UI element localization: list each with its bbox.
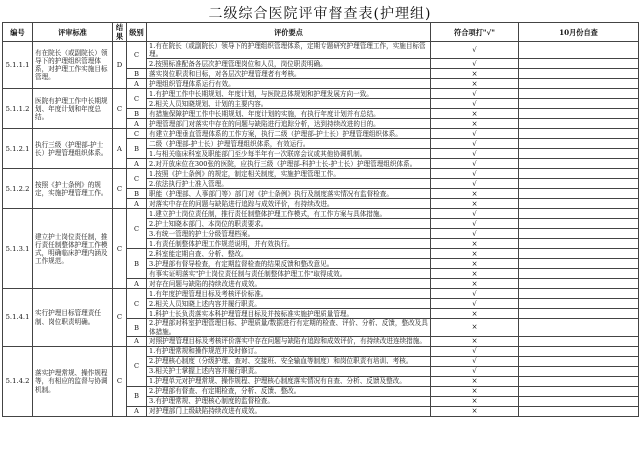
row-point: 职能（护理部、人事部门等）部门对《护士条例》执行及制度落实情况有监督检查。: [147, 189, 431, 199]
row-level: C: [127, 209, 147, 249]
row-point: 1.建立护士岗位责任制，推行责任制整体护理工作模式，有工作方案与具体措施。: [147, 209, 431, 219]
section-code: 5.1.3.1: [3, 209, 33, 289]
row-level: B: [127, 189, 147, 199]
row-point: 对照护理管理目标及考核评价落实中存在问题与缺陷有追踪和成效评价，有持续改进连续措施。: [147, 336, 431, 346]
section-code: 5.1.1.1: [3, 42, 33, 89]
row-level: C: [127, 89, 147, 109]
header-standard: 评审标准: [33, 23, 113, 42]
row-level: B: [127, 386, 147, 406]
section-standard: 实行护理目标管理责任制、岗位职责明确。: [33, 289, 113, 346]
row-point: 1.有护理工作中长期规划、年度计划，与医院总体规划和护理发展方向一致。: [147, 89, 431, 99]
section-standard: 落实护理常规、操作规程等，有相应的监督与协调机制。: [33, 346, 113, 416]
row-level: C: [127, 42, 147, 69]
row-point: 1.护理单元对护理常规、操作规程、护理核心制度落实情况有自查、分析、反馈及整改。: [147, 376, 431, 386]
header-result: 结果: [113, 23, 127, 42]
table-row: [3, 169, 639, 179]
row-self-eval-cell[interactable]: [519, 149, 639, 159]
row-check-mark[interactable]: ×: [431, 199, 519, 209]
row-check-mark[interactable]: √: [431, 159, 519, 169]
header-code: 编号: [3, 23, 33, 42]
row-check-mark[interactable]: ×: [431, 259, 519, 269]
row-self-eval-cell[interactable]: [519, 119, 639, 129]
row-self-eval-cell[interactable]: [519, 219, 639, 229]
row-level: A: [127, 159, 147, 169]
row-self-eval-cell[interactable]: [519, 99, 639, 109]
row-point: 2.科室能定期自查、分析、整改。: [147, 249, 431, 259]
table-row: [3, 346, 639, 356]
row-self-eval-cell[interactable]: [519, 109, 639, 119]
row-self-eval-cell[interactable]: [519, 89, 639, 99]
header-points: 评价要点: [147, 23, 431, 42]
row-point: 3.护理部有督导检查，有定期监督检查的结果反馈和整改意见。: [147, 259, 431, 269]
row-check-mark[interactable]: ×: [431, 319, 519, 336]
table-body: [3, 42, 639, 417]
row-self-eval-cell[interactable]: [519, 189, 639, 199]
row-check-mark[interactable]: ×: [431, 79, 519, 89]
section-result: A: [113, 129, 127, 169]
row-check-mark[interactable]: √: [431, 289, 519, 299]
row-point: 2.对开放床位在300张的医院，应执行三级（护理部-科护士长-护士长）护理管理组织体系。: [147, 159, 431, 169]
row-self-eval-cell[interactable]: [519, 406, 639, 416]
row-check-mark[interactable]: √: [431, 299, 519, 309]
row-point: 2.按照标准配备各层次护理管理岗位和人员，岗位职责明确。: [147, 59, 431, 69]
row-check-mark[interactable]: ×: [431, 386, 519, 396]
row-check-mark[interactable]: √: [431, 139, 519, 149]
row-level: B: [127, 69, 147, 79]
row-self-eval-cell[interactable]: [519, 169, 639, 179]
section-result: C: [113, 209, 127, 289]
row-level: B: [127, 139, 147, 159]
section-result: C: [113, 169, 127, 209]
row-self-eval-cell[interactable]: [519, 336, 639, 346]
row-point: 1.与相关临床科室及职能部门至少每半年有一次联席会议或其他协调机制。: [147, 149, 431, 159]
section-standard: 有在院长（或副院长）领导下的护理组织管理体系，对护理工作实施目标管理。: [33, 42, 113, 89]
row-self-eval-cell[interactable]: [519, 269, 639, 279]
row-check-mark[interactable]: √: [431, 356, 519, 366]
row-check-mark[interactable]: ×: [431, 249, 519, 259]
row-check-mark[interactable]: ×: [431, 376, 519, 386]
row-check-mark[interactable]: ×: [431, 336, 519, 346]
row-level: A: [127, 406, 147, 416]
row-point: 3.有统一管理的护士分级管理档案。: [147, 229, 431, 239]
row-check-mark[interactable]: ×: [431, 69, 519, 79]
table-row: [3, 129, 639, 139]
row-point: 2.相关人员知晓规划、计划的主要内容。: [147, 99, 431, 109]
row-self-eval-cell[interactable]: [519, 69, 639, 79]
row-self-eval-cell[interactable]: [519, 356, 639, 366]
row-check-mark[interactable]: ×: [431, 279, 519, 289]
row-level: A: [127, 119, 147, 129]
row-point: 2.护理部有督查、有定期检查，分析、反馈、整改。: [147, 386, 431, 396]
row-level: B: [127, 319, 147, 336]
row-self-eval-cell[interactable]: [519, 346, 639, 356]
section-code: 5.1.2.2: [3, 169, 33, 209]
row-point: 2.相关人员知晓上述内容并履行职责。: [147, 299, 431, 309]
header-level: 级别: [127, 23, 147, 42]
row-check-mark[interactable]: √: [431, 89, 519, 99]
row-self-eval-cell[interactable]: [519, 396, 639, 406]
section-result: D: [113, 42, 127, 89]
row-check-mark[interactable]: ×: [431, 189, 519, 199]
row-check-mark[interactable]: √: [431, 209, 519, 219]
section-standard: 执行三级（护理部-护士长）护理管理组织体系。: [33, 129, 113, 169]
row-level: A: [127, 79, 147, 89]
page-title: 二级综合医院评审督查表(护理组): [208, 6, 432, 22]
row-point: 1.有责任制整体护理工作规范说明，并有效执行。: [147, 239, 431, 249]
row-self-eval-cell[interactable]: [519, 179, 639, 189]
row-point: 有建立护理垂直管理体系的工作方案，执行二级（护理部-护士长）护理管理组织体系。: [147, 129, 431, 139]
row-self-eval-cell[interactable]: [519, 386, 639, 396]
row-point: 对落实中存在的问题与缺陷进行追踪与成效评价，有持续改进。: [147, 199, 431, 209]
row-level: A: [127, 336, 147, 346]
review-table: [2, 22, 639, 417]
row-point: 有措施保障护理工作中长期规划、年度计划的实施，有执行年度计划并有总结。: [147, 109, 431, 119]
row-level: C: [127, 169, 147, 189]
row-check-mark[interactable]: √: [431, 346, 519, 356]
row-check-mark[interactable]: √: [431, 169, 519, 179]
row-check-mark[interactable]: ×: [431, 406, 519, 416]
row-point: 2.护理核心制度（分级护理、查对、交接班、安全输血等制度）和岗位职责有培训、考核。: [147, 356, 431, 366]
row-point: 落实岗位职责和目标，对各层次护理管理者有考核。: [147, 69, 431, 79]
row-self-eval-cell[interactable]: [519, 239, 639, 249]
row-point: 1.科护士长负责落实本科护理管理目标及并按标准实施护理质量管理。: [147, 309, 431, 319]
row-level: B: [127, 249, 147, 279]
row-self-eval-cell[interactable]: [519, 59, 639, 69]
row-self-eval-cell[interactable]: [519, 279, 639, 289]
section-standard: 建立护士岗位责任制，推行责任制整体护理工作模式，明确临床护理内涵及工作规范。: [33, 209, 113, 289]
row-self-eval-cell[interactable]: [519, 299, 639, 309]
row-point: 二级（护理部-护士长）护理管理组织体系，有效运行。: [147, 139, 431, 149]
section-standard: 医院有护理工作中长期规划、年度计划和年度总结。: [33, 89, 113, 129]
table-row: [3, 89, 639, 99]
row-self-eval-cell[interactable]: [519, 249, 639, 259]
row-self-eval-cell[interactable]: [519, 259, 639, 269]
row-level: A: [127, 279, 147, 289]
row-point: 有事实证明落实"护士岗位责任制与责任制整体护理工作"取得成效。: [147, 269, 431, 279]
row-check-mark[interactable]: √: [431, 59, 519, 69]
row-self-eval-cell[interactable]: [519, 289, 639, 299]
section-standard: 按照《护士条例》的规定，实施护理管理工作。: [33, 169, 113, 209]
row-self-eval-cell[interactable]: [519, 129, 639, 139]
row-level: A: [127, 199, 147, 209]
row-point: 1.有护理常规和操作规范并及时修订。: [147, 346, 431, 356]
row-point: 1.按照《护士条例》的规定，制定相关制度，实施护理管理工作。: [147, 169, 431, 179]
row-self-eval-cell[interactable]: [519, 42, 639, 59]
row-check-mark[interactable]: √: [431, 179, 519, 189]
row-level: C: [127, 129, 147, 139]
row-self-eval-cell[interactable]: [519, 229, 639, 239]
row-point: 对存在问题与缺陷的持续改进有成效。: [147, 279, 431, 289]
header-self-eval: 10月份自查: [519, 23, 639, 42]
row-point: 2.护士知晓本部门、本岗位的职责要求。: [147, 219, 431, 229]
row-point: 3.相关护士掌握上述内容并履行职责。: [147, 366, 431, 376]
row-point: 2.依法执行护士准入管理。: [147, 179, 431, 189]
section-code: 5.1.4.2: [3, 346, 33, 416]
row-self-eval-cell[interactable]: [519, 366, 639, 376]
row-check-mark[interactable]: ×: [431, 239, 519, 249]
section-code: 5.1.1.2: [3, 89, 33, 129]
row-self-eval-cell[interactable]: [519, 376, 639, 386]
row-point: 对护理部门上级缺陷持续改进有成效。: [147, 406, 431, 416]
row-self-eval-cell[interactable]: [519, 319, 639, 336]
row-self-eval-cell[interactable]: [519, 79, 639, 89]
row-point: 3.有护理常规、护理核心制度的监督检查。: [147, 396, 431, 406]
section-result: C: [113, 346, 127, 416]
row-check-mark[interactable]: ×: [431, 109, 519, 119]
header-compliant: 符合项打"√": [431, 23, 519, 42]
table-row: [3, 42, 639, 59]
row-self-eval-cell[interactable]: [519, 199, 639, 209]
row-check-mark[interactable]: ×: [431, 269, 519, 279]
row-check-mark[interactable]: √: [431, 149, 519, 159]
row-point: 护理管理部门对落实中存在的问题与缺陷进行追踪分析，达到持续改进的目的。: [147, 119, 431, 129]
section-result: C: [113, 89, 127, 129]
row-level: B: [127, 109, 147, 119]
section-result: C: [113, 289, 127, 346]
table-row: [3, 209, 639, 219]
row-check-mark[interactable]: √: [431, 219, 519, 229]
row-self-eval-cell[interactable]: [519, 209, 639, 219]
row-check-mark[interactable]: √: [431, 99, 519, 109]
row-self-eval-cell[interactable]: [519, 159, 639, 169]
row-check-mark[interactable]: ×: [431, 396, 519, 406]
row-check-mark[interactable]: √: [431, 229, 519, 239]
row-check-mark[interactable]: √: [431, 129, 519, 139]
row-level: C: [127, 289, 147, 319]
header-row: [3, 23, 639, 42]
row-level: C: [127, 346, 147, 386]
row-self-eval-cell[interactable]: [519, 139, 639, 149]
section-code: 5.1.4.1: [3, 289, 33, 346]
row-point: 2.护理部对科室护理管理目标、护理质量/数据进行有定期的检查、评价、分析、反馈，整改及具体措施。: [147, 319, 431, 336]
row-check-mark[interactable]: ×: [431, 119, 519, 129]
row-point: 护理组织管理体系运行有效。: [147, 79, 431, 89]
row-point: 1.有年度护理管理目标及考核评价标准。: [147, 289, 431, 299]
row-check-mark[interactable]: √: [431, 366, 519, 376]
row-self-eval-cell[interactable]: [519, 309, 639, 319]
row-point: 1.有在院长（或副院长）领导下的护理组织管理体系，定期专题研究护理管理工作，实施目标管理。: [147, 42, 431, 59]
section-code: 5.1.2.1: [3, 129, 33, 169]
row-check-mark[interactable]: ×: [431, 309, 519, 319]
table-row: [3, 289, 639, 299]
row-check-mark[interactable]: √: [431, 42, 519, 59]
